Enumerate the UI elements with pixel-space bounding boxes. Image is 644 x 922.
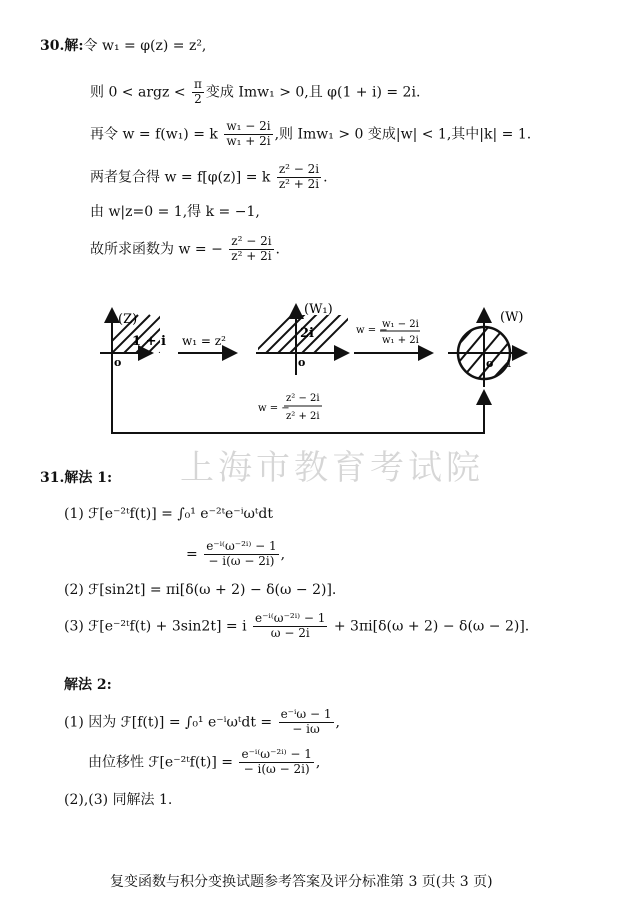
q31-part3 [64, 612, 529, 641]
w-plane-label: (W) [500, 310, 524, 325]
q30-line2 [90, 78, 420, 107]
q30-text-4a: 两者复合得 w = f[φ(z)] = k [90, 169, 271, 186]
equals-sign: = [186, 546, 198, 563]
method2-heading: 解法 2: [64, 677, 112, 693]
frac-den: z² + 2i [231, 248, 272, 263]
frac-num: w₁ − 2i [226, 119, 271, 133]
arrow-1-label: w₁ = z² [182, 334, 226, 348]
part1-fraction [204, 540, 278, 569]
arrow-2-denominator: w₁ + 2i [382, 335, 419, 346]
q31-part1-line1: (1) ℱ[e⁻²ᵗf(t)] = ∫₀¹ e⁻²ᵗe⁻ⁱωᵗdt [64, 506, 273, 522]
method2-line1-a: (1) 因为 ℱ[f(t)] = ∫₀¹ e⁻ⁱωᵗdt = [64, 714, 273, 731]
point-1: 1 [506, 359, 513, 370]
final-fraction [229, 235, 273, 264]
q31-part3-b: + 3πi[δ(ω + 2) − δ(ω − 2)]. [333, 618, 530, 635]
w-plane-panel [440, 309, 528, 395]
comma: , [315, 754, 321, 771]
composite-numerator: z² − 2i [286, 393, 320, 404]
map-arrow-1 [178, 334, 236, 353]
frac-den: z² + 2i [278, 176, 320, 191]
z-plane-label: (Z) [118, 312, 138, 327]
origin-label: o [298, 356, 306, 369]
q30-text-3b: ,则 Imw₁ > 0 变成|w| < 1,其中|k| = 1. [274, 126, 532, 143]
frac-den: − iω [292, 721, 320, 736]
composite-fraction [277, 163, 321, 192]
q30-text-3a: 再令 w = f(w₁) = k [90, 126, 218, 143]
q30-text-6b: . [275, 241, 280, 258]
frac-den: w₁ + 2i [226, 133, 271, 148]
frac-num: z² − 2i [278, 162, 320, 176]
frac-num: e⁻ⁱ⁽ω⁻²ⁱ⁾ − 1 [255, 611, 326, 625]
mobius-fraction [224, 120, 272, 149]
method2-line3: (2),(3) 同解法 1. [64, 792, 173, 808]
q30-line4 [90, 163, 328, 192]
page-footer: 复变函数与积分变换试题参考答案及评分标准第 3 页(共 3 页) [110, 874, 493, 890]
q30-solution-label: 解: [64, 38, 84, 54]
frac-num: e⁻ⁱ⁽ω⁻²ⁱ⁾ − 1 [241, 747, 312, 761]
point-1-plus-i: 1 + i [132, 334, 166, 349]
part3-fraction [253, 612, 327, 641]
watermark: 上海市教育考试院 [180, 448, 484, 488]
frac-num: e⁻ⁱω − 1 [280, 707, 332, 721]
q30-line1 [40, 38, 206, 55]
pi-over-2-fraction [192, 78, 204, 107]
q30-text-4b: . [323, 169, 328, 186]
q30-text-2b: 变成 Imw₁ > 0,且 φ(1 + i) = 2i. [205, 84, 421, 101]
method2-line1 [64, 708, 340, 737]
method2-fraction-2 [239, 748, 313, 777]
composite-arrow [112, 373, 484, 433]
method2-line2-a: 由位移性 ℱ[e⁻²ᵗf(t)] = [88, 754, 234, 771]
comma: , [335, 714, 340, 731]
frac-den: ω − 2i [270, 625, 310, 640]
q30-line3 [90, 120, 531, 149]
method2-line2 [88, 748, 320, 777]
q31-heading: 31.解法 1: [40, 470, 113, 486]
frac-num: z² − 2i [231, 234, 272, 248]
arrow-2-numerator: w₁ − 2i [382, 319, 419, 330]
q31-part1-line2 [186, 540, 285, 569]
frac-den: − i(ω − 2i) [208, 553, 275, 568]
arrow-2-prefix: w = − [356, 325, 388, 336]
point-2i: 2i [300, 326, 314, 341]
q31-part3-a: (3) ℱ[e⁻²ᵗf(t) + 3sin2t] = i [64, 618, 247, 635]
map-arrow-2 [354, 319, 432, 353]
q30-line5 [90, 204, 260, 221]
q30-text-1: 令 w₁ = φ(z) = z², [83, 38, 207, 54]
method2-fraction-1 [279, 708, 334, 737]
frac-den: 2 [194, 91, 202, 106]
q30-text-6a: 故所求函数为 w = − [90, 241, 223, 258]
q31-part2: (2) ℱ[sin2t] = πi[δ(ω + 2) − δ(ω − 2)]. [64, 582, 337, 598]
frac-num: e⁻ⁱ⁽ω⁻²ⁱ⁾ − 1 [206, 539, 277, 553]
q30-text-2a: 则 0 < argz < [90, 84, 186, 101]
mapping-diagram [0, 295, 644, 445]
frac-den: − i(ω − 2i) [243, 761, 310, 776]
q30-text-5: 由 w|z=0 = 1,得 k = −1, [90, 204, 260, 220]
composite-denominator: z² + 2i [286, 411, 320, 422]
frac-num: π [194, 77, 202, 91]
q30-line6 [90, 235, 280, 264]
composite-prefix: w = − [258, 403, 290, 414]
origin-label: o [114, 356, 122, 369]
w1-plane-panel [250, 302, 354, 375]
q30-number: 30. [40, 38, 65, 54]
comma: , [280, 546, 286, 563]
w1-plane-label: (W₁) [304, 302, 333, 317]
origin-label: o [486, 357, 494, 370]
